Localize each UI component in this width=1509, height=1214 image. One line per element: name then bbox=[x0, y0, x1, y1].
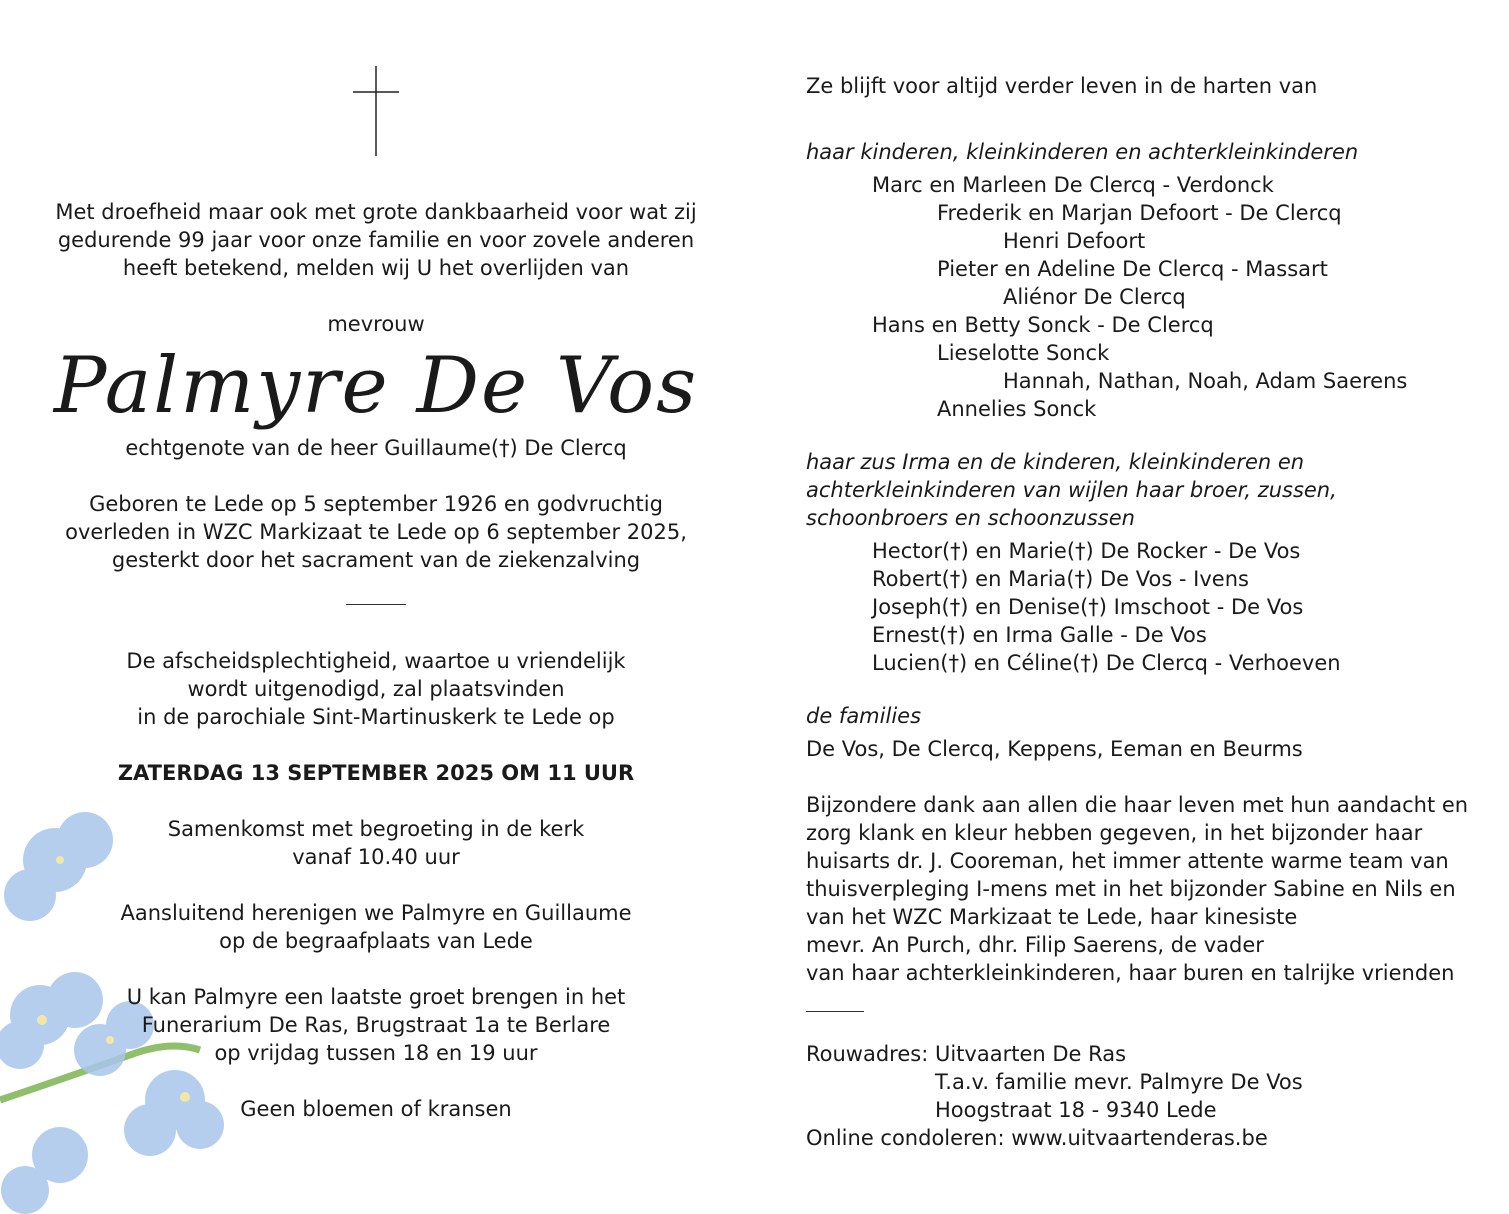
sibling-family: Lucien(†) en Céline(†) De Clercq - Verhoeven bbox=[872, 651, 1341, 675]
birth-death-text: Geboren te Lede op 5 september 1926 en godvruchtig overleden in WZC Markizaat te Lede op 6 september 2025, gesterkt door het sacrament van de ziekenzalving bbox=[65, 492, 687, 572]
visit-text: U kan Palmyre een laatste groet brengen in het Funerarium De Ras, Brugstraat 1a te Berlare op vrijdag tussen 18 en 19 uur bbox=[126, 985, 626, 1065]
families-list: De Vos, De Clercq, Keppens, Eeman en Beurms bbox=[806, 737, 1303, 761]
address-label: Rouwadres: bbox=[806, 1042, 935, 1066]
spouse-line: echtgenote van de heer Guillaume(†) De Clercq bbox=[125, 436, 627, 460]
family-member: Frederik en Marjan Defoort - De Clercq bbox=[937, 201, 1342, 225]
ceremony-date: ZATERDAG 13 SEPTEMBER 2025 OM 11 UUR bbox=[117, 761, 635, 785]
address-lines: Uitvaarten De Ras T.a.v. familie mevr. Palmyre De Vos Hoogstraat 18 - 9340 Lede bbox=[934, 1042, 1303, 1122]
intro-text: Met droefheid maar ook met grote dankbaarheid voor wat zij gedurende 99 jaar voor onze familie en voor zovele anderen heeft betekend, melden wij U het overlijden van bbox=[55, 200, 697, 280]
thanks-text: Bijzondere dank aan allen die haar leven met hun aandacht en zorg klank en kleur hebben gegeven, in het bijzonder haar huisarts dr. J. Cooreman, het immer attente warme team van thuisverpleging I-mens met in het bijzonder Sabine en Nils en van het WZC Markizaat te Lede, haar kinesiste mevr. An Purch, dhr. Filip Saerens, de vader van haar achterkleinkinderen, haar buren en talrijke vrienden bbox=[806, 793, 1469, 985]
sibling-family: Robert(†) en Maria(†) De Vos - Ivens bbox=[872, 567, 1249, 591]
family-member: Hans en Betty Sonck - De Clercq bbox=[872, 313, 1214, 337]
families-heading: de families bbox=[806, 704, 922, 728]
deceased-name: Palmyre De Vos bbox=[53, 341, 699, 431]
family-member: Aliénor De Clercq bbox=[1003, 285, 1186, 309]
no-flowers-note: Geen bloemen of kransen bbox=[240, 1097, 512, 1121]
ceremony-text: De afscheidsplechtigheid, waartoe u vriendelijk wordt uitgenodigd, zal plaatsvinden in de parochiale Sint-Martinuskerk te Lede op bbox=[126, 649, 626, 729]
gathering-text: Samenkomst met begroeting in de kerk vanaf 10.40 uur bbox=[167, 817, 585, 869]
family-member: Marc en Marleen De Clercq - Verdonck bbox=[872, 173, 1274, 197]
mourning-address bbox=[806, 1040, 1486, 1124]
family-member: Lieselotte Sonck bbox=[937, 341, 1110, 365]
opening-line: Ze blijft voor altijd verder leven in de harten van bbox=[806, 74, 1318, 98]
online-condolence-link[interactable]: Online condoleren: www.uitvaartenderas.be bbox=[806, 1126, 1268, 1150]
family-column bbox=[806, 72, 1486, 1152]
family-member: Hannah, Nathan, Noah, Adam Saerens bbox=[1003, 369, 1408, 393]
sibling-family: Ernest(†) en Irma Galle - De Vos bbox=[872, 623, 1207, 647]
sibling-family: Joseph(†) en Denise(†) Imschoot - De Vos bbox=[872, 595, 1304, 619]
sibling-family: Hector(†) en Marie(†) De Rocker - De Vos bbox=[872, 539, 1301, 563]
family-member: Annelies Sonck bbox=[937, 397, 1097, 421]
family-member: Pieter en Adeline De Clercq - Massart bbox=[937, 257, 1328, 281]
honorific: mevrouw bbox=[327, 312, 425, 336]
cross-icon bbox=[351, 60, 401, 156]
burial-text: Aansluitend herenigen we Palmyre en Guillaume op de begraafplaats van Lede bbox=[120, 901, 632, 953]
family-member: Henri Defoort bbox=[1003, 229, 1146, 253]
siblings-heading: haar zus Irma en de kinderen, kleinkinderen en achterkleinkinderen van wijlen haar broer, zussen, schoonbroers en schoonzussen bbox=[806, 450, 1337, 530]
announcement-column bbox=[30, 60, 722, 1123]
children-heading: haar kinderen, kleinkinderen en achterkleinkinderen bbox=[806, 140, 1359, 164]
